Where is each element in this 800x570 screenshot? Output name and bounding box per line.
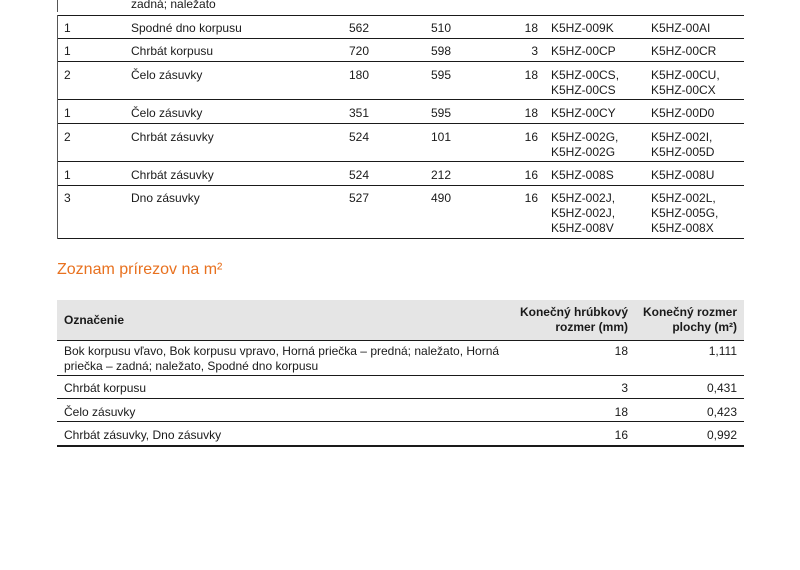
row-divider <box>57 161 744 162</box>
cell-qty: 3 <box>64 191 71 205</box>
cell-code-a: K5HZ-00CY <box>551 106 616 120</box>
row-divider <box>57 375 744 376</box>
cell-width: 101 <box>431 130 452 144</box>
cell-code-b: K5HZ-00CR <box>651 44 717 58</box>
header-label: Označenie <box>64 313 125 327</box>
cell-code-a: K5HZ-002J, <box>551 206 616 220</box>
cell-code-a: K5HZ-009K <box>551 21 614 35</box>
header-rule <box>57 340 744 341</box>
cell-code-a: K5HZ-002J, <box>551 191 616 205</box>
cell-code-b: K5HZ-00CX <box>651 83 716 97</box>
cell-qty: 1 <box>64 21 71 35</box>
row-divider <box>57 61 744 62</box>
cell-code-b: K5HZ-008X <box>651 221 714 235</box>
cell-width: 595 <box>431 106 452 120</box>
cell-code-b: K5HZ-00AI <box>651 21 711 35</box>
cell-code-a: K5HZ-00CS, <box>551 68 620 82</box>
cell-code-a: K5HZ-00CS <box>551 83 616 97</box>
cell-qty: 2 <box>64 130 71 144</box>
cell-name: Spodné dno korpusu <box>131 21 242 35</box>
cell-length: 720 <box>349 44 370 58</box>
row-divider <box>57 15 744 16</box>
table-left-border <box>57 15 58 239</box>
row-divider <box>57 38 744 39</box>
cut-thickness: 18 <box>614 344 628 358</box>
cell-name: Chrbát korpusu <box>131 44 214 58</box>
cell-code-b: K5HZ-00CU, <box>651 68 720 82</box>
cell-code-b: K5HZ-005D <box>651 145 715 159</box>
cell-thickness: 16 <box>524 168 538 182</box>
cell-code-b: K5HZ-00D0 <box>651 106 715 120</box>
cell-code-a: K5HZ-002G <box>551 145 616 159</box>
cell-length: 180 <box>349 68 370 82</box>
cell-width: 510 <box>431 21 452 35</box>
cell-code-a: K5HZ-008S <box>551 168 614 182</box>
cell-code-b: K5HZ-005G, <box>651 206 719 220</box>
cell-length: 524 <box>349 130 370 144</box>
cut-area: 0,992 <box>706 428 737 442</box>
cut-area: 0,423 <box>706 405 737 419</box>
cell-code-b: K5HZ-002L, <box>651 191 716 205</box>
cell-code-a: K5HZ-008V <box>551 221 614 235</box>
cell-width: 595 <box>431 68 452 82</box>
table-left-border <box>57 0 58 12</box>
row-divider <box>57 398 744 399</box>
cell-name: Čelo zásuvky <box>131 106 203 120</box>
row-divider <box>57 421 744 422</box>
header-thickness-line1: Konečný hrúbkový <box>519 305 628 319</box>
cut-area: 0,431 <box>706 381 737 395</box>
row-divider <box>57 99 744 100</box>
cell-qty: 1 <box>64 106 71 120</box>
cell-length: 562 <box>349 21 370 35</box>
cell-name: Dno zásuvky <box>131 191 200 205</box>
cut-area: 1,111 <box>708 344 737 358</box>
cell-width: 212 <box>431 168 452 182</box>
cell-thickness: 16 <box>524 191 538 205</box>
cell-thickness: 3 <box>531 44 538 58</box>
cut-label: Chrbát korpusu <box>64 381 147 395</box>
cell-code-a: K5HZ-002G, <box>551 130 619 144</box>
section-title: Zoznam prírezov na m² <box>57 261 223 278</box>
cell-width: 490 <box>431 191 452 205</box>
cell-name: Čelo zásuvky <box>131 68 203 82</box>
cut-label: Čelo zásuvky <box>64 405 136 419</box>
cut-label: Chrbát zásuvky, Dno zásuvky <box>64 428 222 442</box>
cell-length: 524 <box>349 168 370 182</box>
cell-thickness: 16 <box>524 130 538 144</box>
cut-thickness: 16 <box>614 428 628 442</box>
row-divider <box>57 185 744 186</box>
cell-code-b: K5HZ-002I, <box>651 130 713 144</box>
cut-thickness: 18 <box>614 405 628 419</box>
cell-width: 598 <box>431 44 452 58</box>
header-area-line1: Konečný rozmer <box>642 305 737 319</box>
cell-length: 351 <box>349 106 370 120</box>
row-divider <box>57 238 744 239</box>
cell-qty: 1 <box>64 168 71 182</box>
cell-length: 527 <box>349 191 370 205</box>
header-thickness-line2: rozmer (mm) <box>555 320 628 334</box>
cell-thickness: 18 <box>524 68 538 82</box>
cell-thickness: 18 <box>524 21 538 35</box>
cut-thickness: 3 <box>621 381 628 395</box>
cell-code-a: K5HZ-00CP <box>551 44 616 58</box>
table-fragment-text: zadná; naležato <box>131 0 216 11</box>
cell-code-b: K5HZ-008U <box>651 168 715 182</box>
row-divider <box>57 123 744 124</box>
cell-qty: 2 <box>64 68 71 82</box>
row-divider <box>57 445 744 447</box>
cut-label: Bok korpusu vľavo, Bok korpusu vpravo, Horná priečka – predná; naležato, Horná priečka – zadná; naležato, Spodné dno korpusu <box>64 344 500 373</box>
cell-name: Chrbát zásuvky <box>131 168 214 182</box>
cell-thickness: 18 <box>524 106 538 120</box>
cell-qty: 1 <box>64 44 71 58</box>
table-header <box>57 300 744 340</box>
cell-name: Chrbát zásuvky <box>131 130 214 144</box>
header-area-line2: plochy (m²) <box>672 320 737 334</box>
